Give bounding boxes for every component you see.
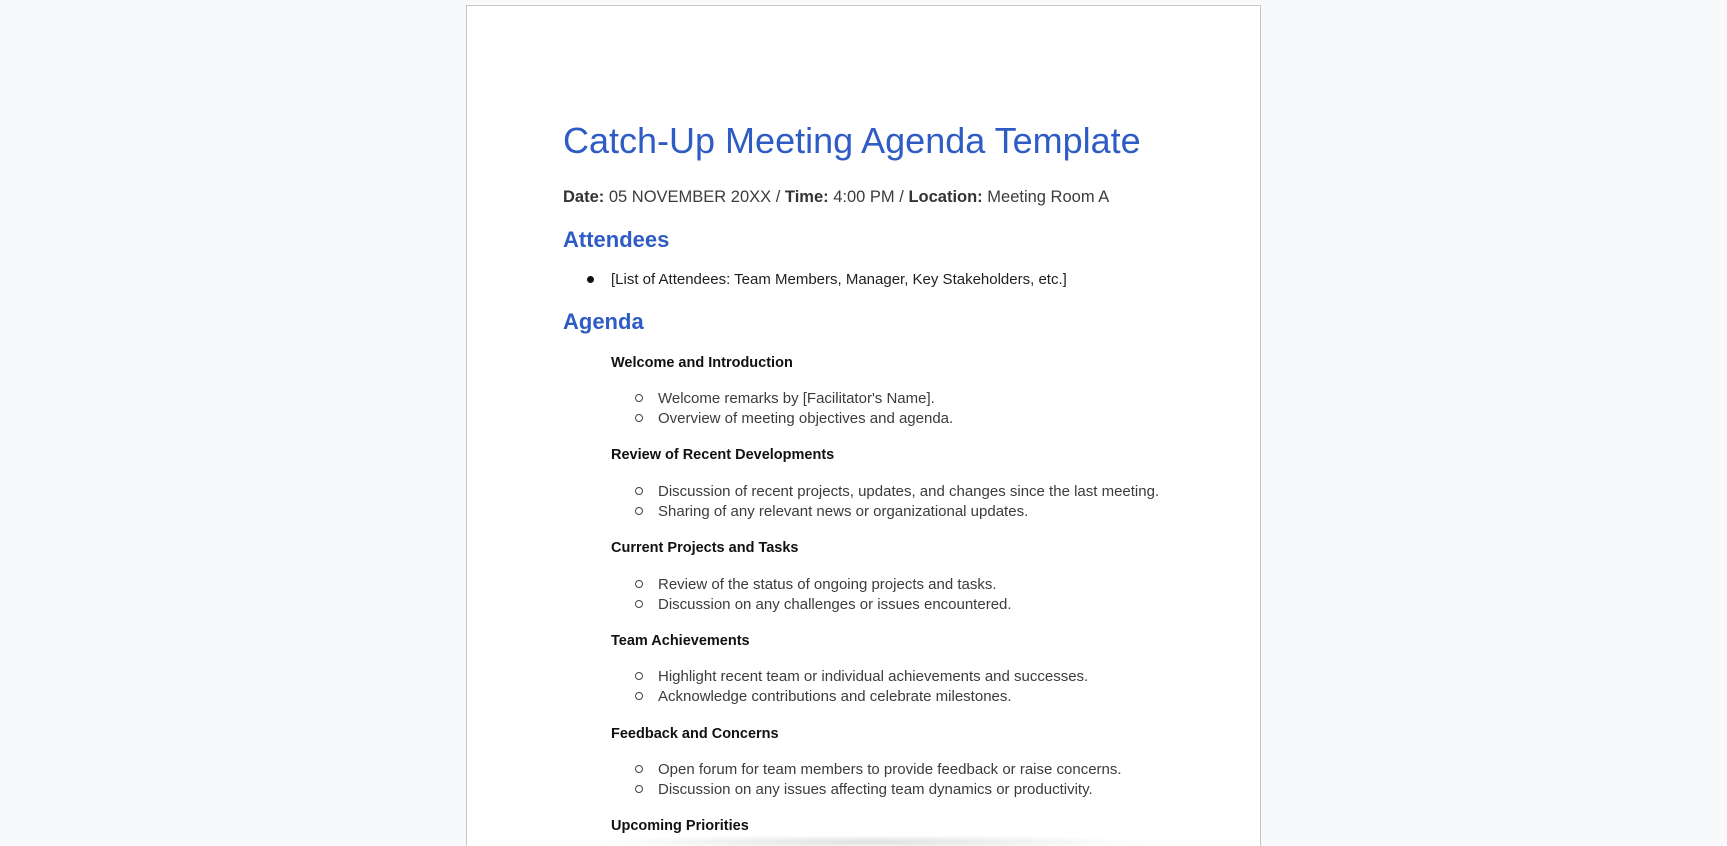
- document-page[interactable]: [466, 5, 1261, 846]
- agenda-section-title: Welcome and Introduction: [611, 355, 793, 371]
- location-label: Location:: [908, 188, 983, 206]
- hollow-bullet-icon: [635, 672, 643, 680]
- agenda-item-text: Welcome remarks by [Facilitator's Name].: [658, 390, 935, 407]
- agenda-section-title: Upcoming Priorities: [611, 818, 749, 834]
- agenda-list-item: [635, 688, 1012, 705]
- agenda-item-text: Open forum for team members to provide feedback or raise concerns.: [658, 761, 1122, 778]
- agenda-item-text: Sharing of any relevant news or organizational updates.: [658, 503, 1029, 520]
- agenda-list-item: [635, 483, 1159, 500]
- document-title: Catch-Up Meeting Agenda Template: [563, 120, 1141, 161]
- hollow-bullet-icon: [635, 692, 643, 700]
- time-label: Time:: [784, 188, 829, 206]
- agenda-list-item: [635, 410, 953, 427]
- time-value: 4:00 PM /: [828, 188, 909, 206]
- agenda-section-title: Review of Recent Developments: [611, 447, 835, 463]
- agenda-list-item: [635, 761, 1122, 778]
- agenda-item-text: Overview of meeting objectives and agenda.: [658, 410, 954, 427]
- agenda-item-text: Review of the status of ongoing projects and tasks.: [658, 576, 997, 593]
- agenda-item-text: Highlight recent team or individual achievements and successes.: [658, 668, 1089, 685]
- agenda-item-text: Discussion on any challenges or issues encountered.: [658, 596, 1012, 613]
- hollow-bullet-icon: [635, 414, 643, 422]
- agenda-item-text: Discussion on any issues affecting team dynamics or productivity.: [658, 781, 1093, 798]
- agenda-section-title: Feedback and Concerns: [611, 726, 779, 742]
- date-label: Date:: [563, 188, 605, 206]
- hollow-bullet-icon: [635, 487, 643, 495]
- hollow-bullet-icon: [635, 394, 643, 402]
- agenda-section-title: Current Projects and Tasks: [611, 540, 799, 556]
- agenda-list-item: [635, 596, 1012, 613]
- hollow-bullet-icon: [635, 765, 643, 773]
- agenda-list-item: [635, 668, 1088, 685]
- agenda-list-item: [635, 503, 1028, 520]
- date-value: 05 NOVEMBER 20XX /: [604, 188, 785, 206]
- agenda-section-title: Team Achievements: [611, 633, 750, 649]
- hollow-bullet-icon: [635, 580, 643, 588]
- hollow-bullet-icon: [635, 507, 643, 515]
- meeting-meta-line: [563, 188, 1109, 207]
- scroll-shadow: [590, 835, 1150, 846]
- agenda-item-text: Discussion of recent projects, updates, and changes since the last meeting.: [658, 483, 1160, 500]
- attendees-list-item: [587, 271, 1067, 288]
- attendees-item-text: [List of Attendees: Team Members, Manager, Key Stakeholders, etc.]: [611, 271, 1067, 288]
- agenda-list-item: [635, 576, 997, 593]
- hollow-bullet-icon: [635, 600, 643, 608]
- agenda-item-text: Acknowledge contributions and celebrate milestones.: [658, 688, 1012, 705]
- bullet-icon: [587, 276, 594, 283]
- agenda-list-item: [635, 390, 935, 407]
- hollow-bullet-icon: [635, 785, 643, 793]
- agenda-heading: Agenda: [563, 309, 644, 334]
- attendees-heading: Attendees: [563, 227, 670, 252]
- agenda-list-item: [635, 781, 1093, 798]
- location-value: Meeting Room A: [982, 188, 1110, 206]
